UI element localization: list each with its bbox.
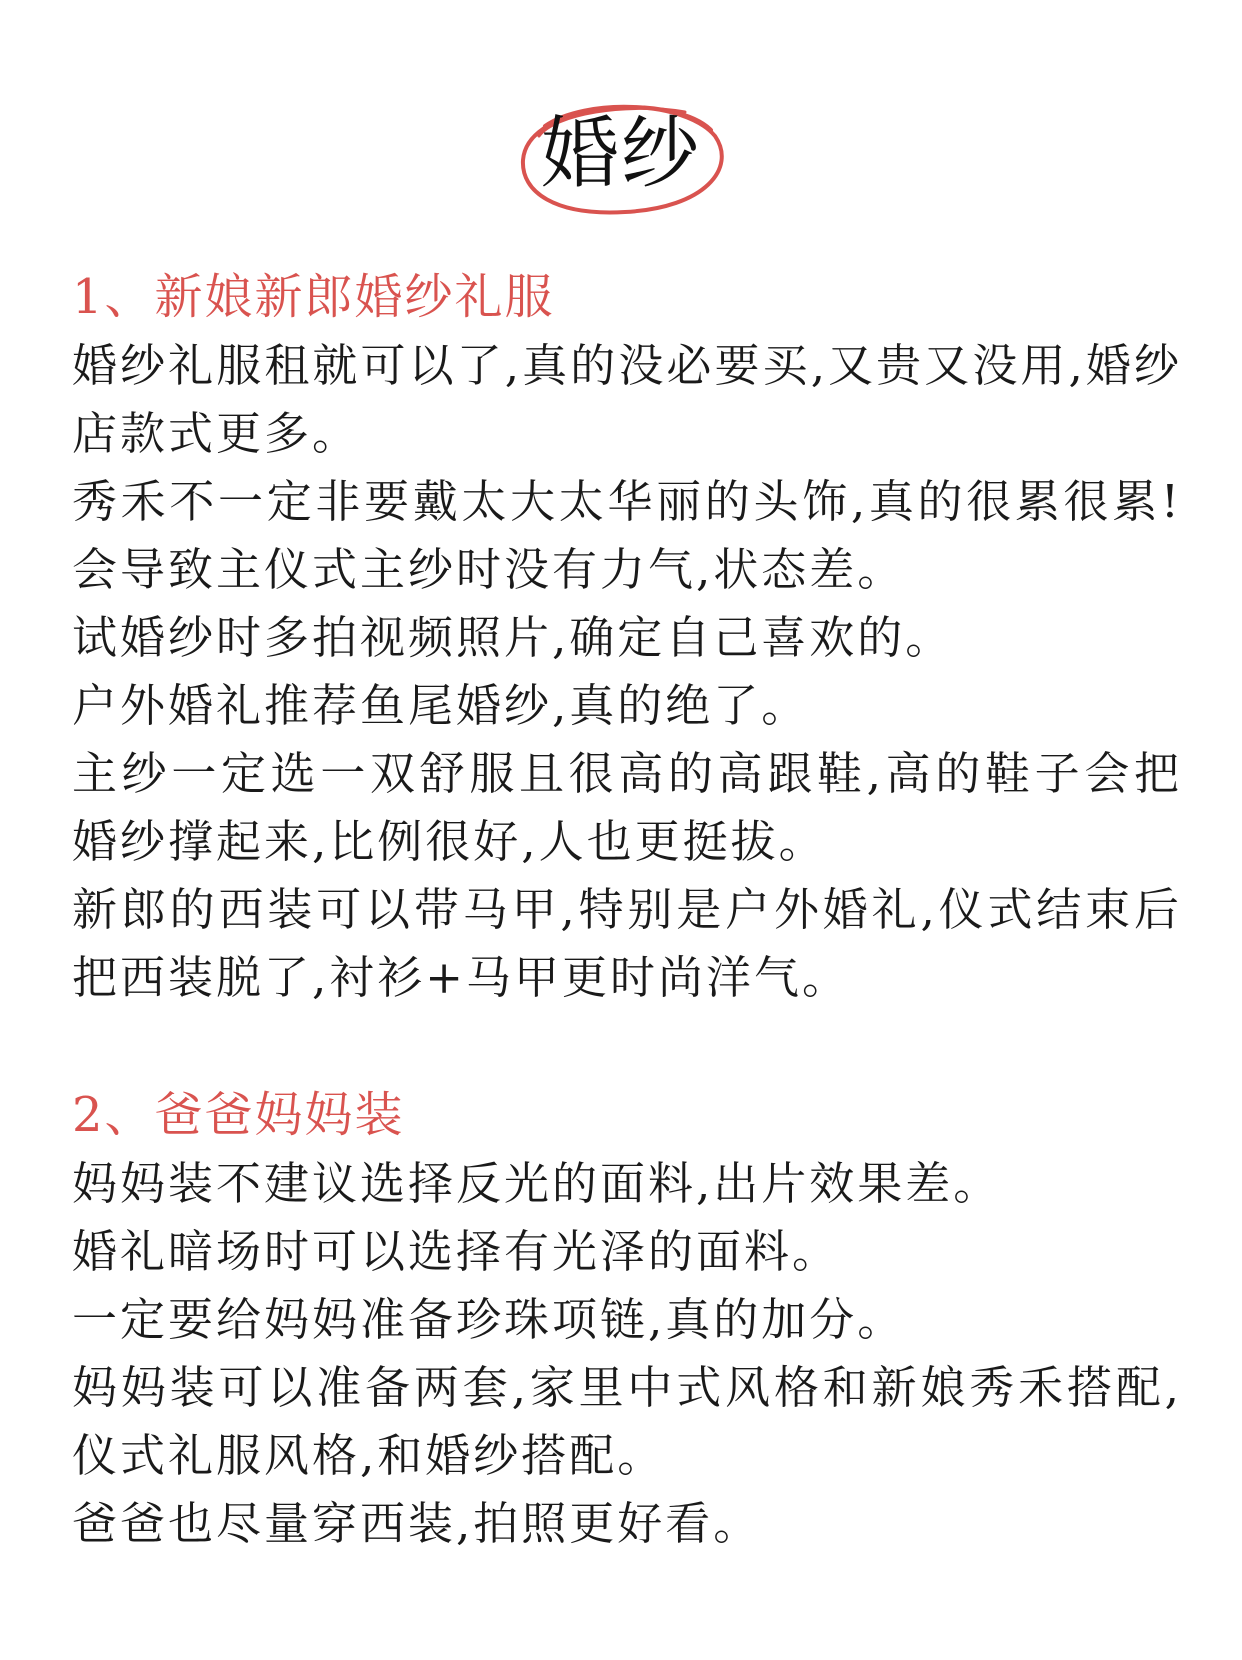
paragraph: 婚纱礼服租就可以了,真的没必要买,又贵又没用,婚纱店款式更多。 xyxy=(72,339,1182,460)
section-heading: 1、新娘新郎婚纱礼服 xyxy=(72,269,555,325)
paragraph: 新郎的西装可以带马甲,特别是户外婚礼,仪式结束后把西装脱了,衬衫+马甲更时尚洋气。 xyxy=(72,883,1182,1004)
paragraph: 妈妈装可以准备两套,家里中式风格和新娘秀禾搭配,仪式礼服风格,和婚纱搭配。 xyxy=(72,1361,1182,1482)
paragraph: 婚礼暗场时可以选择有光泽的面料。 xyxy=(72,1225,841,1278)
paragraph: 妈妈装不建议选择反光的面料,出片效果差。 xyxy=(72,1157,1002,1210)
paragraph: 秀禾不一定非要戴太大太华丽的头饰,真的很累很累!会导致主仪式主纱时没有力气,状态差。 xyxy=(72,475,1182,596)
section-parents-outfit xyxy=(72,1080,1182,1558)
paragraph: 爸爸也尽量穿西装,拍照更好看。 xyxy=(72,1497,762,1550)
section-wedding-dress xyxy=(72,262,1182,1012)
paragraph: 一定要给妈妈准备珍珠项链,真的加分。 xyxy=(72,1293,906,1346)
section-heading: 2、爸爸妈妈装 xyxy=(72,1087,405,1143)
article-body xyxy=(72,262,1182,1558)
title-block xyxy=(0,82,1242,232)
page-title: 婚纱 xyxy=(540,109,701,199)
paragraph: 户外婚礼推荐鱼尾婚纱,真的绝了。 xyxy=(72,679,810,732)
paragraph: 试婚纱时多拍视频照片,确定自己喜欢的。 xyxy=(72,611,954,664)
paragraph: 主纱一定选一双舒服且很高的高跟鞋,高的鞋子会把婚纱撑起来,比例很好,人也更挺拔。 xyxy=(72,747,1182,868)
